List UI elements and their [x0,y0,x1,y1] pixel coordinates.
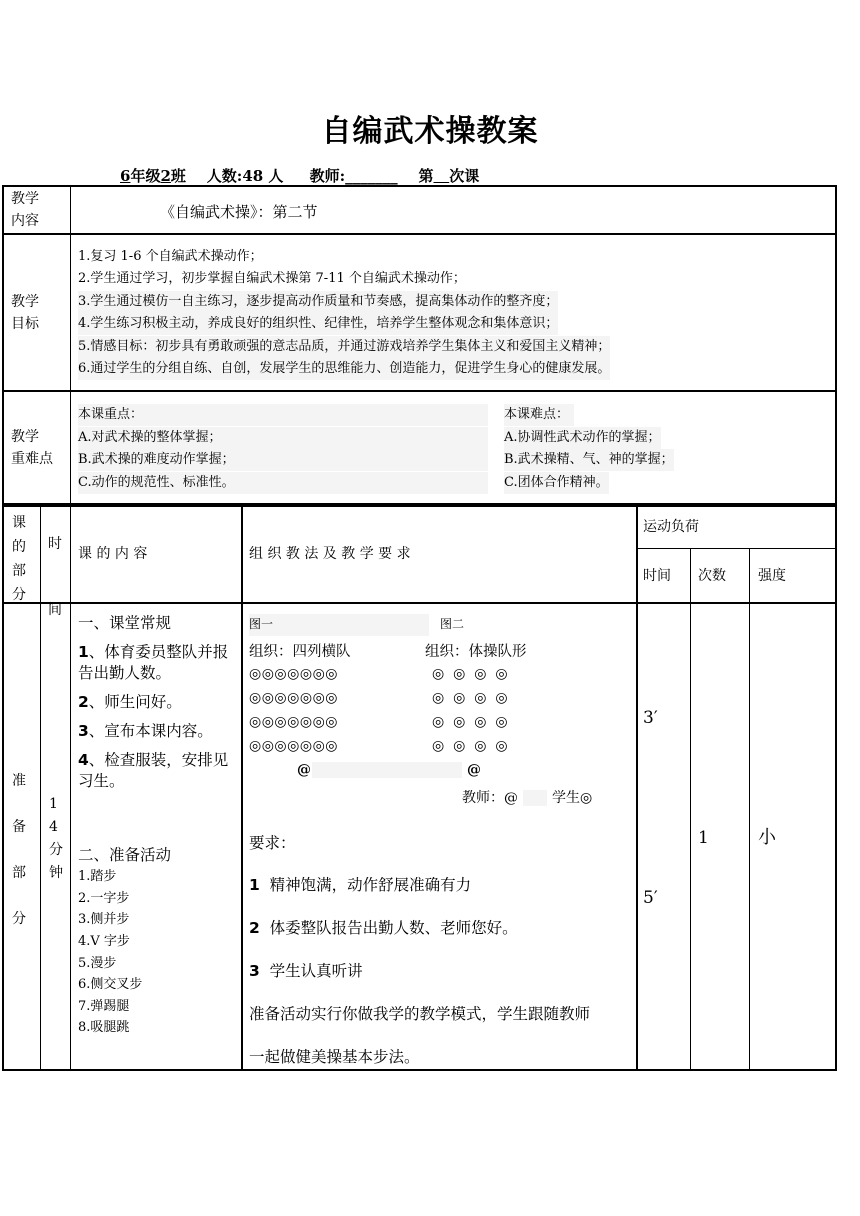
warmup-item: 4.V 字步 [78,934,130,949]
teacher-position: @ [297,762,311,778]
teaching-mode-text: 一起做健美操基本步法。 [249,1048,420,1066]
prep-time-label: 1 4 分 钟 [49,796,63,881]
row-divider [2,602,837,604]
warmup-title: 二、准备活动 [78,846,172,864]
focus-item: C.动作的规范性、标准性。 [78,472,488,494]
header-time: 时 间 [48,536,62,618]
grade: 6 [120,167,131,185]
student-count: 人数:48 人 [206,167,284,185]
requirement-item: 2 体委整队报告出勤人数、老师您好。 [249,919,518,937]
formation-row: ◎ ◎ ◎ ◎ [432,690,508,706]
requirement-item: 1 精神饱满，动作舒展准确有力 [249,876,472,894]
focus-item: A.对武术操的整体掌握； [78,427,488,449]
legend-teacher: 教师：@ [462,790,518,806]
difficulty-title: 本课难点： [504,404,574,426]
col-divider [749,549,750,1070]
col-divider [70,506,71,1070]
header-method: 组 织 教 法 及 教 学 要 求 [249,546,411,562]
figure-1-label: 图一 [249,614,429,636]
formation-row: ◎◎◎◎◎◎◎ [249,738,339,754]
teaching-mode-text: 准备活动实行你做我学的教学模式，学生跟随教师 [249,1005,591,1023]
warmup-item: 3.侧并步 [78,912,130,927]
warmup-item: 5.漫步 [78,956,117,971]
header-load-intensity: 强度 [758,568,786,584]
lesson-number [434,167,450,185]
formation-row: ◎◎◎◎◎◎◎ [249,714,339,730]
requirements-title: 要求： [249,834,296,852]
warmup-item: 2.一字步 [78,891,130,906]
goal-item: 4.学生练习积极主动，养成良好的组织性、纪律性，培养学生整体观念和集体意识； [78,313,558,335]
goal-item: 3.学生通过模仿一自主练习，逐步提高动作质量和节奏感，提高集体动作的整齐度； [78,291,558,313]
class-number: 2 [160,167,171,185]
prep-part-label: 准 备 部 分 [12,773,26,927]
routine-item: 2、师生问好。 [78,693,182,711]
routine-item: 1、体育委员整队并报告出勤人数。 [78,643,229,682]
routine-item: 4、检查服装，安排见习生。 [78,751,229,790]
load-time-value: 3′ [643,708,658,728]
class-suffix: 班 [170,167,186,185]
load-time-value: 5′ [643,888,658,908]
formation-row: ◎ ◎ ◎ ◎ [432,666,508,682]
requirement-item: 3 学生认真听讲 [249,962,363,980]
lesson-prefix: 第 [418,167,434,185]
header-load-count: 次数 [698,568,726,584]
row-divider [637,548,836,549]
warmup-item: 8.吸腿跳 [78,1020,130,1035]
col-divider [241,506,243,1070]
header-load-time: 时间 [643,568,671,584]
difficulty-item: B.武术操精、气、神的掌握； [504,449,674,471]
figure-1-organization: 组织：四列横队 [249,644,351,660]
warmup-item: 7.弹踢腿 [78,999,130,1014]
header-load: 运动负荷 [643,519,699,535]
warmup-item: 6.侧交叉步 [78,977,143,992]
routine-title: 一、课堂常规 [78,614,172,632]
row-divider [2,233,837,235]
focus-title: 本课重点： [78,404,488,426]
formation-row: ◎◎◎◎◎◎◎ [249,666,339,682]
routine-item: 3、宣布本课内容。 [78,722,213,740]
shaded-band [523,790,547,806]
page-title: 自编武术操教案 [321,114,539,149]
teacher-position: @ [467,762,481,778]
formation-row: ◎ ◎ ◎ ◎ [432,738,508,754]
goal-item: 6.通过学生的分组自练、自创，发展学生的思维能力、创造能力，促进学生身心的健康发展。 [78,358,610,380]
focus-item: B.武术操的难度动作掌握； [78,449,488,471]
lesson-suffix: 次课 [449,167,480,185]
figure-2-organization: 组织：体操队形 [425,644,527,660]
content-label: 教学 内容 [11,191,39,229]
header-content: 课 的 内 容 [78,546,148,562]
figure-2-label: 图二 [440,617,465,631]
row-divider [2,390,837,392]
difficulty-item: A.协调性武术动作的掌握； [504,427,661,449]
goal-item: 5.情感目标：初步具有勇敢顽强的意志品质，并通过游戏培养学生集体主义和爱国主义精神； [78,336,610,358]
col-divider [40,506,41,1070]
formation-row: ◎ ◎ ◎ ◎ [432,714,508,730]
load-count-value: 1 [698,828,709,848]
shaded-band [312,762,462,778]
formation-row: ◎◎◎◎◎◎◎ [249,690,339,706]
difficulty-item: C.团体合作精神。 [504,472,609,494]
goal-item: 1.复习 1-6 个自编武术操动作； [78,249,263,264]
warmup-item: 1.踏步 [78,869,117,884]
header-part: 课 的 部 分 [12,515,26,603]
keypoints-label: 教学 重难点 [11,429,53,467]
col-divider [636,506,638,1070]
load-intensity-value: 小 [758,827,776,848]
goals-label: 教学 目标 [11,294,39,332]
col-divider [690,549,691,1070]
legend-student: 学生◎ [552,790,593,806]
grade-suffix: 年级 [130,167,161,185]
content-text: 《自编武术操》：第二节 [160,203,318,221]
teacher-field: 教师:_______ [309,167,398,185]
lesson-info [120,165,479,186]
goal-item: 2.学生通过学习，初步掌握自编武术操第 7-11 个自编武术操动作； [78,271,466,286]
